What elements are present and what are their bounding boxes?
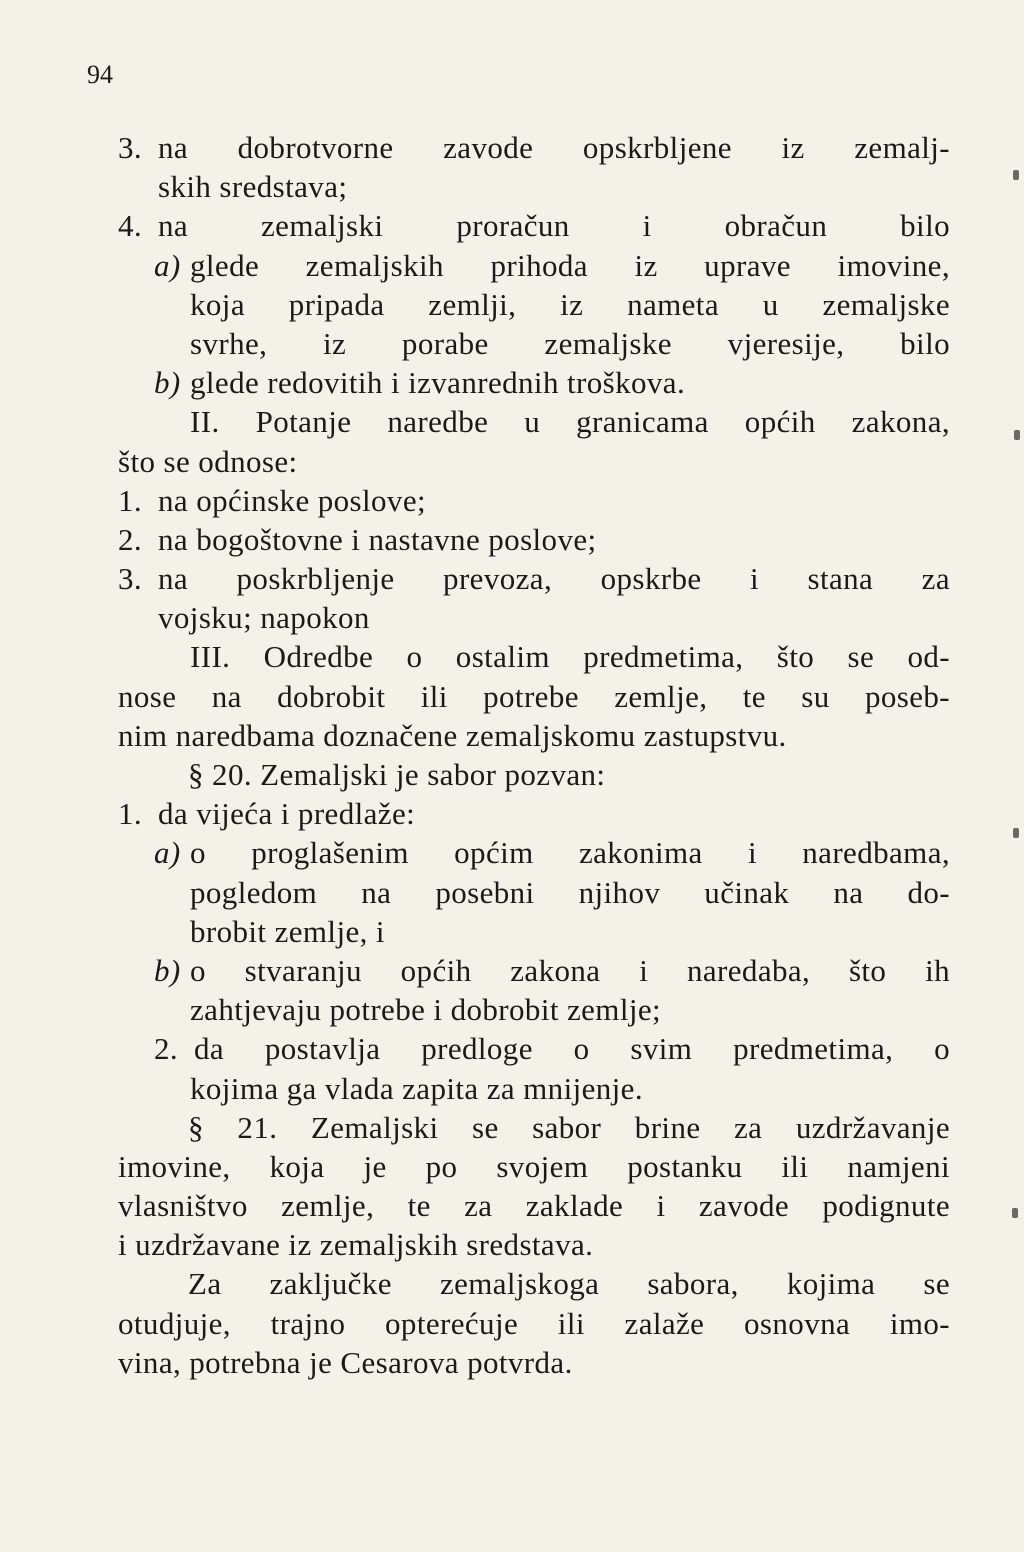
text-line: nose na dobrobit ili potrebe zemlje, te su poseb- [118,678,950,714]
margin-mark [1013,170,1019,180]
text-line: svrhe, iz porabe zemaljske vjeresije, bilo [190,325,950,361]
text-line: koja pripada zemlji, iz nameta u zemaljske [190,286,950,322]
text-line: 3. na poskrbljenje prevoza, opskrbe i stana za [118,559,950,598]
item-label: 1. [118,482,143,518]
text-line: imovine, koja je po svojem postanku ili namjeni [118,1148,950,1184]
text-line: vojsku; napokon [158,600,370,636]
text-line: vina, potrebna je Cesarova potvrda. [118,1344,573,1380]
item-label: 2. [118,521,143,557]
text-line: 3. na dobrotvorne zavode opskrbljene iz zemalj- [118,128,950,167]
text-line: nim naredbama doznačene zemaljskomu zastupstvu. [118,717,787,753]
text-line: 1. na općinske poslove; [118,481,950,520]
item-label: 4. [118,208,143,244]
page-number: 94 [87,60,113,89]
item-label: a) [154,835,181,871]
item-label: b) [154,365,181,401]
item-label: 3. [118,561,143,597]
item-label: 2. [154,1031,179,1067]
text-line: § 21. Zemaljski se sabor brine za uzdržavanje [188,1109,950,1145]
text-line: zahtjevaju potrebe i dobrobit zemlje; [190,992,662,1028]
page-text [118,128,950,1382]
text-line: brobit zemlje, i [190,913,385,949]
text-line: skih sredstava; [158,169,348,205]
text-line: i uzdržavane iz zemaljskih sredstava. [118,1227,594,1263]
item-label: 3. [118,130,143,165]
text-line: kojima ga vlada zapita za mnijenje. [190,1070,643,1106]
text-line: b) o stvaranju općih zakona i naredaba, što ih [118,951,950,990]
text-line: a) o proglašenim općim zakonima i naredbama, [118,833,950,872]
text-line: 2. na bogoštovne i nastavne poslove; [118,520,950,559]
text-line: otudjuje, trajno opterećuje ili zalaže osnovna imo- [118,1305,950,1341]
text-line: pogledom na posebni njihov učinak na do- [190,874,950,910]
margin-mark [1014,430,1020,440]
text-line: 1. da vijeća i predlaže: [118,794,950,833]
text-line: 2. da postavlja predloge o svim predmetima, o [118,1029,950,1068]
text-line: što se odnose: [118,443,298,479]
item-label: a) [154,247,181,283]
text-line: II. Potanje naredbe u granicama općih zakona, [190,404,950,440]
margin-mark [1012,1208,1018,1218]
item-label: b) [154,952,181,988]
text-line: § 20. Zemaljski je sabor pozvan: [188,757,606,792]
text-line: b) glede redovitih i izvanrednih troškova. [118,363,950,402]
text-line: III. Odredbe o ostalim predmetima, što se od- [190,639,950,675]
text-line: vlasništvo zemlje, te za zaklade i zavode podignute [118,1188,950,1224]
item-label: 1. [118,796,143,832]
text-line: a) glede zemaljskih prihoda iz uprave imovine, [118,246,950,285]
text-line: Za zaključke zemaljskoga sabora, kojima se [188,1266,950,1302]
margin-mark [1013,828,1019,838]
text-line: 4. na zemaljski proračun i obračun bilo [118,206,950,245]
